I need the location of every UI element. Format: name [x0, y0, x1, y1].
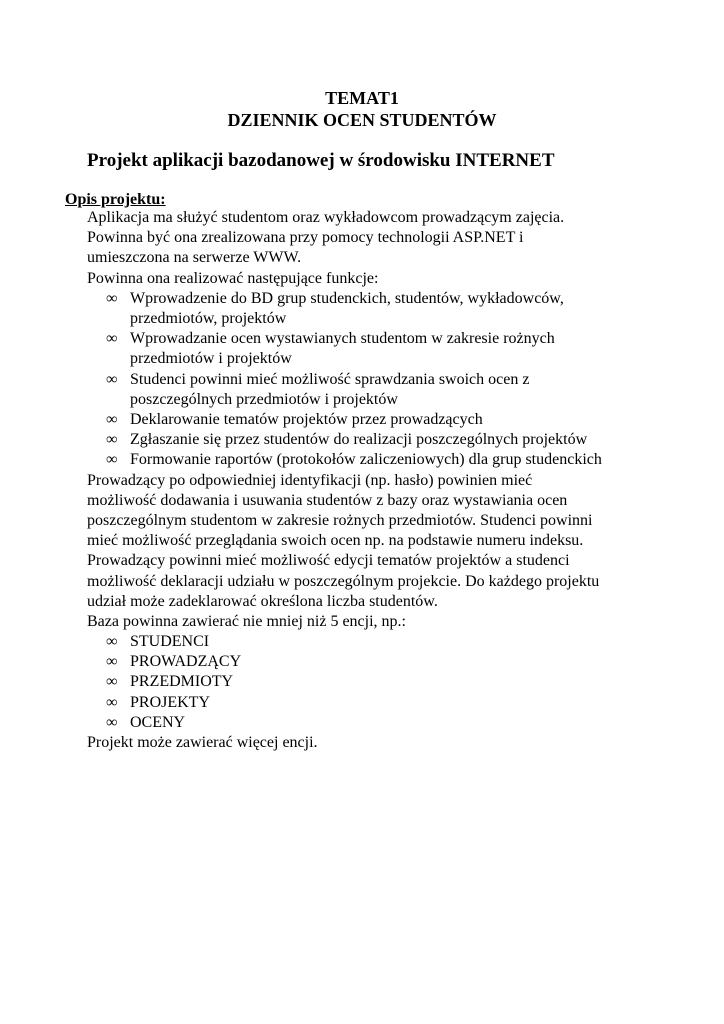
entity-item	[87, 693, 707, 713]
function-item	[87, 370, 707, 410]
function-text-line: przedmiotów i projektów	[130, 350, 292, 368]
document-title-line-2: DZIENNIK OCEN STUDENTÓW	[227, 110, 497, 130]
infinity-bullet-icon: ∞	[106, 451, 118, 469]
function-item	[87, 410, 707, 430]
entity-item	[87, 652, 707, 672]
infinity-bullet-icon: ∞	[106, 673, 118, 691]
intro-line: umieszczona na serwerze WWW.	[87, 249, 302, 267]
entity-name: PRZEDMIOTY	[130, 673, 234, 691]
infinity-bullet-icon: ∞	[106, 693, 118, 711]
entity-item	[87, 713, 707, 733]
entity-name: STUDENCI	[130, 633, 210, 651]
document-title-line-1: TEMAT1	[325, 88, 399, 108]
function-text-line: Wprowadzanie ocen wystawianych studentom w zakresie rożnych	[130, 330, 555, 348]
description-line: Baza powinna zawierać nie mniej niż 5 encji, np.:	[87, 612, 406, 630]
infinity-bullet-icon: ∞	[106, 713, 118, 731]
function-text-line: Deklarowanie tematów projektów przez prowadzących	[130, 410, 483, 428]
entity-name: OCENY	[130, 713, 186, 731]
section-heading: Opis projektu:	[65, 191, 166, 208]
function-text-line: przedmiotów, projektów	[130, 309, 287, 327]
function-item	[87, 430, 707, 450]
infinity-bullet-icon: ∞	[106, 370, 118, 388]
entity-name: PROWADZĄCY	[130, 653, 242, 671]
intro-line: Powinna ona realizować następujące funkcje:	[87, 269, 379, 287]
functions-list	[87, 289, 707, 471]
entity-name: PROJEKTY	[130, 693, 211, 711]
function-item	[87, 329, 707, 369]
function-text-line: Studenci powinni mieć możliwość sprawdzania swoich ocen z	[130, 370, 530, 388]
description-line: możliwość deklaracji udziału w poszczególnym projekcie. Do każdego projektu	[87, 572, 600, 590]
description-line: Prowadzący po odpowiedniej identyfikacji (np. hasło) powinien mieć	[87, 471, 533, 489]
description-line: możliwość dodawania i usuwania studentów z bazy oraz wystawiania ocen	[87, 491, 568, 509]
intro-line: Powinna być ona zrealizowana przy pomocy technologii ASP.NET i	[87, 229, 524, 247]
function-text-line: Zgłaszanie się przez studentów do realizacji poszczególnych projektów	[130, 431, 588, 449]
function-text-line: Wprowadzenie do BD grup studenckich, studentów, wykładowców,	[130, 289, 564, 307]
intro-line: Aplikacja ma służyć studentom oraz wykładowcom prowadzącym zajęcia.	[87, 209, 565, 226]
entity-item	[87, 632, 707, 652]
infinity-bullet-icon: ∞	[106, 431, 118, 449]
infinity-bullet-icon: ∞	[106, 410, 118, 428]
entity-item	[87, 672, 707, 692]
function-item	[87, 289, 707, 329]
entities-list	[87, 632, 707, 733]
infinity-bullet-icon: ∞	[106, 330, 118, 348]
function-text-line: Formowanie raportów (protokołów zaliczeniowych) dla grup studenckich	[130, 451, 602, 469]
function-item	[87, 450, 707, 470]
function-text-line: poszczególnych przedmiotów i projektów	[130, 390, 398, 408]
document-body	[87, 208, 707, 753]
infinity-bullet-icon: ∞	[106, 289, 118, 307]
closing-line: Projekt może zawierać więcej encji.	[87, 734, 318, 752]
description-line: udział może zadeklarować określona liczba studentów.	[87, 592, 438, 610]
infinity-bullet-icon: ∞	[106, 633, 118, 651]
description-line: Prowadzący powinni mieć możliwość edycji tematów projektów a studenci	[87, 552, 570, 570]
description-line: mieć możliwość przeglądania swoich ocen np. na podstawie numeru indeksu.	[87, 532, 584, 550]
document-subtitle: Projekt aplikacji bazodanowej w środowisku INTERNET	[87, 150, 555, 171]
description-line: poszczególnym studentom w zakresie rożnych przedmiotów. Studenci powinni	[87, 511, 593, 529]
infinity-bullet-icon: ∞	[106, 653, 118, 671]
